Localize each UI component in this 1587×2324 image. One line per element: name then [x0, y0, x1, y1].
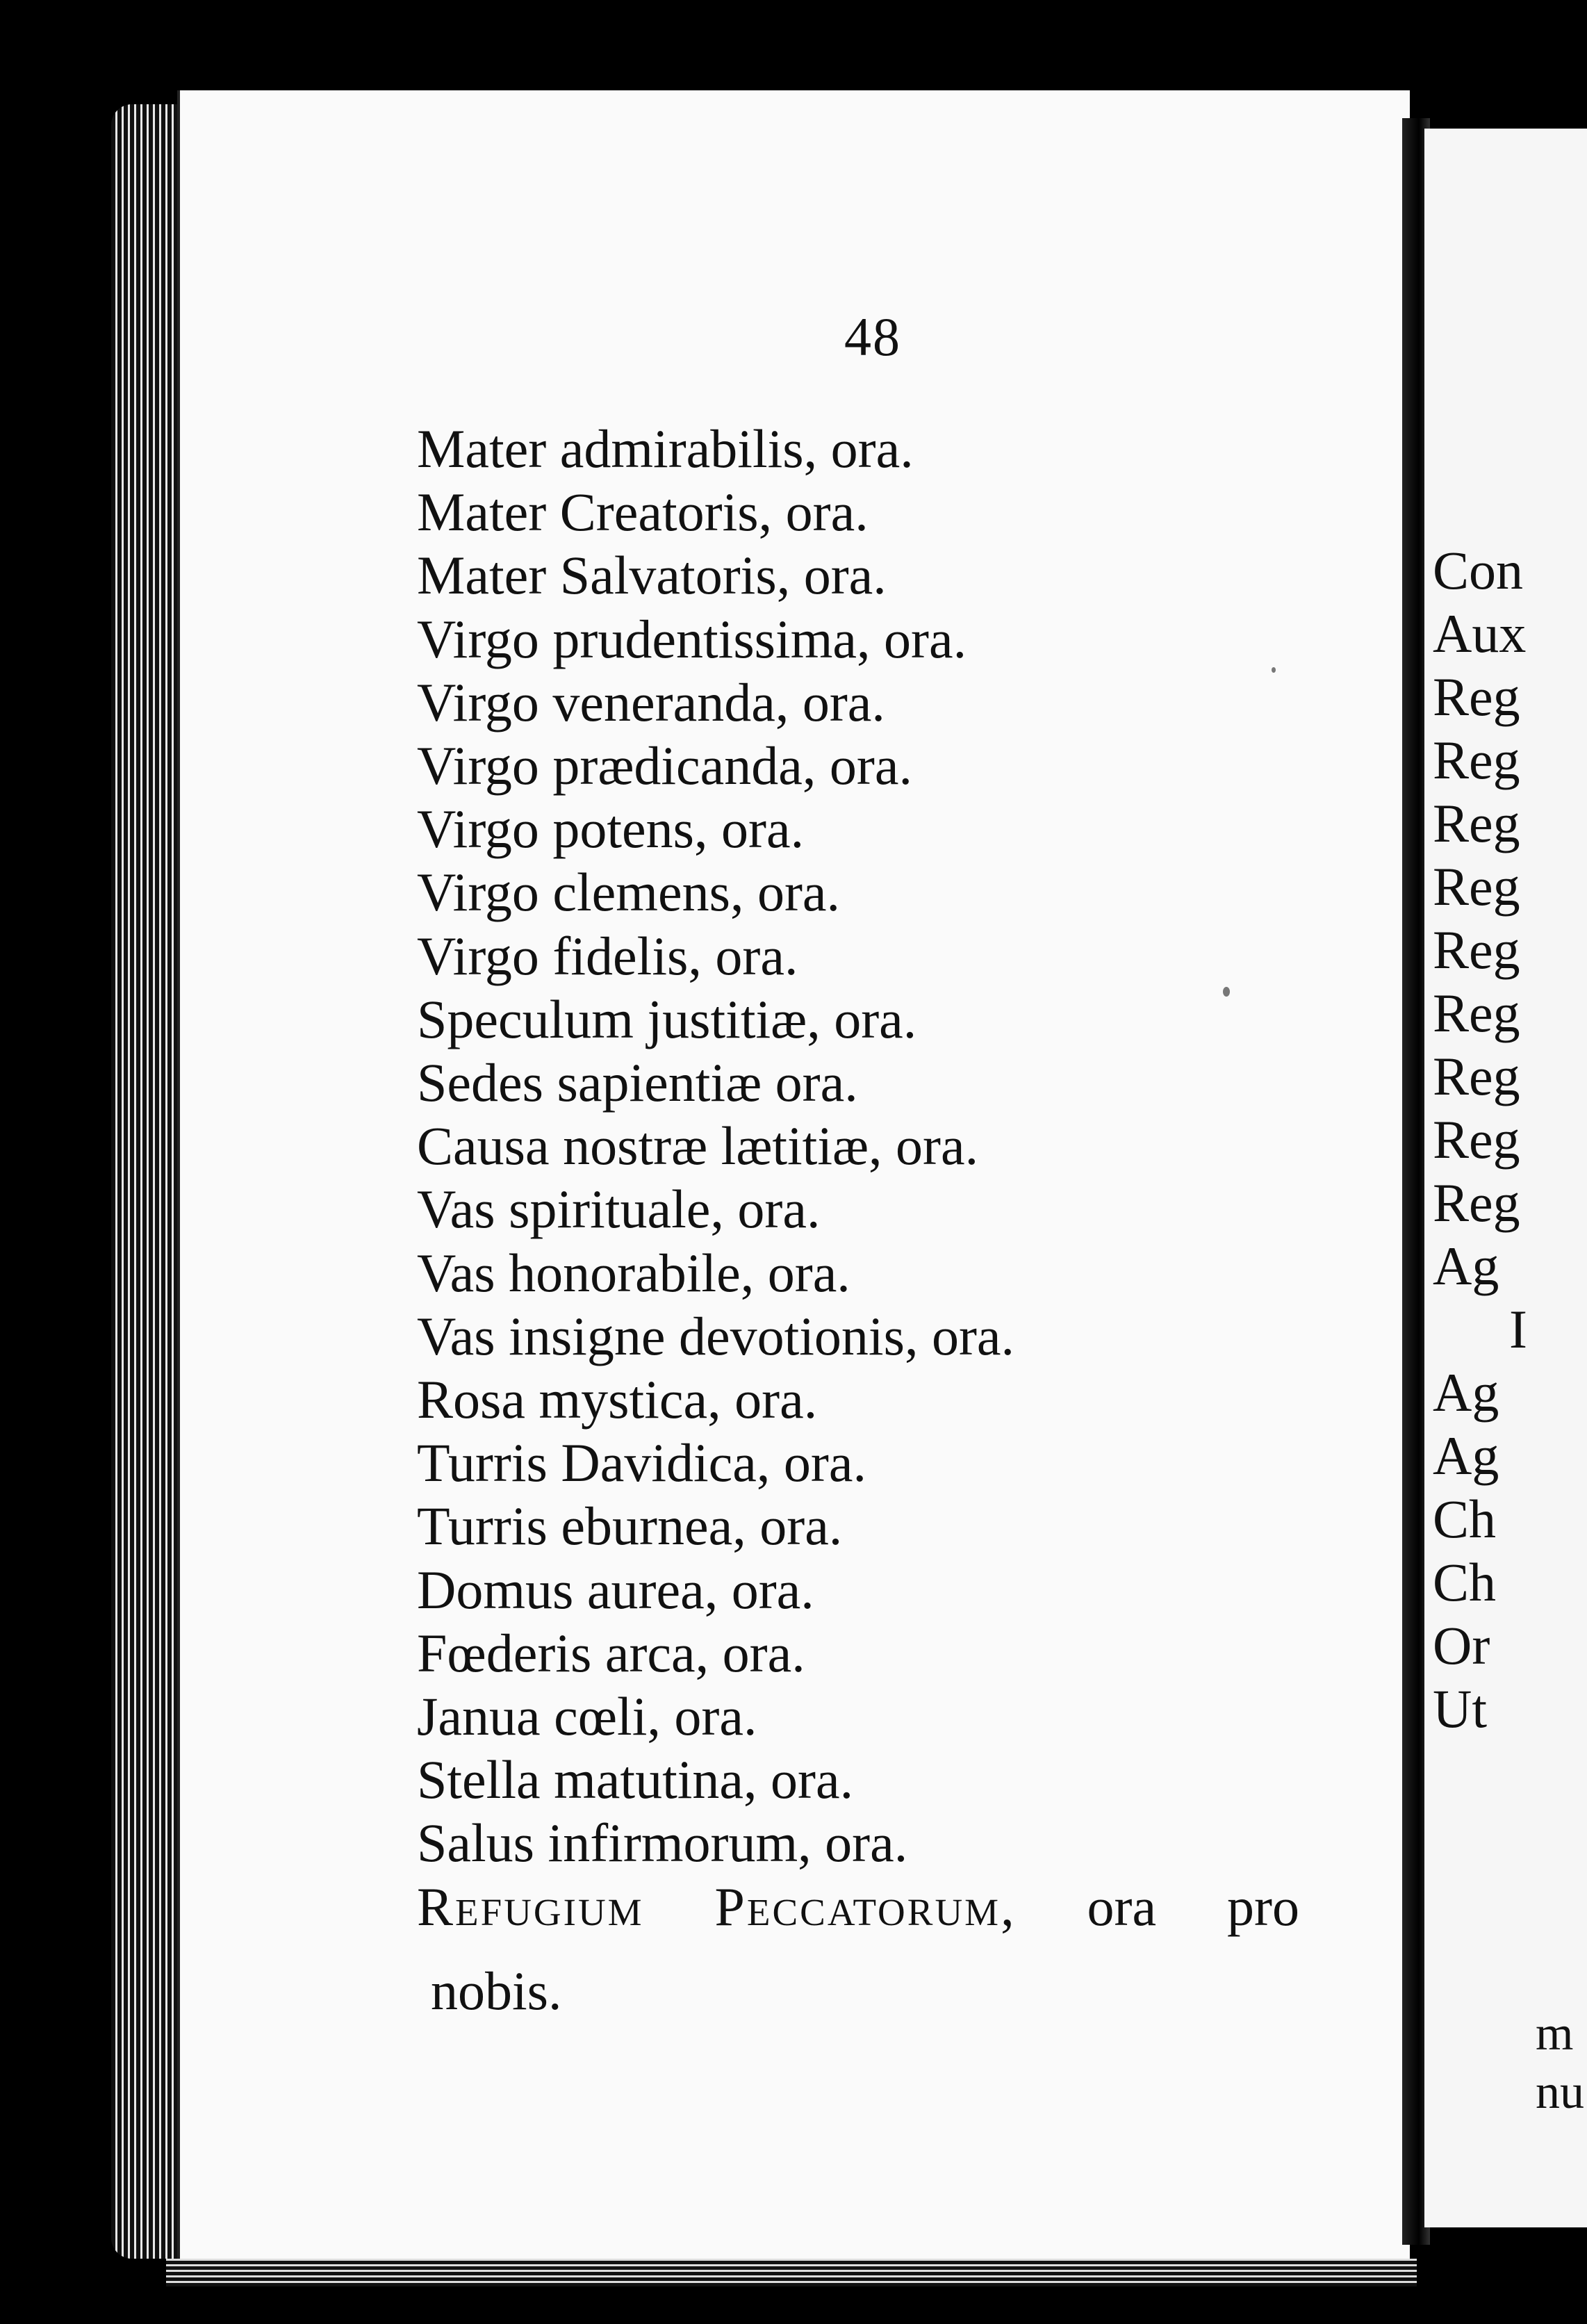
- litany-line: Domus aurea, ora.: [417, 1559, 814, 1620]
- fragment-line: m: [1536, 2007, 1574, 2061]
- litany-line: Janua cœli, ora.: [417, 1686, 757, 1747]
- fragment-line: Reg: [1433, 919, 1520, 980]
- page-number: 48: [844, 306, 901, 367]
- final-line-word: Refugium: [417, 1876, 644, 1937]
- continuation-line: nobis.: [431, 1961, 562, 2021]
- fragment-line: Ag: [1433, 1425, 1499, 1486]
- final-line-word: ora: [1087, 1876, 1157, 1937]
- fragment-line: Con: [1433, 540, 1524, 600]
- litany-list: [417, 417, 1355, 1938]
- litany-line: Fœderis arca, ora.: [417, 1622, 805, 1683]
- final-line-word: pro: [1226, 1876, 1299, 1937]
- fragment-line: nu: [1536, 2065, 1584, 2119]
- litany-line: Vas spirituale, ora.: [417, 1179, 821, 1240]
- litany-line: Speculum justitiæ, ora.: [417, 988, 917, 1049]
- fragment-line: Reg: [1433, 1046, 1520, 1106]
- litany-line: Virgo veneranda, ora.: [417, 671, 885, 733]
- fragment-line: I: [1509, 1299, 1527, 1359]
- fragment-line: Ag: [1433, 1362, 1499, 1423]
- litany-line: Virgo prudentissima, ora.: [417, 608, 967, 669]
- litany-line: Mater Salvatoris, ora.: [417, 545, 887, 606]
- fragment-line: Reg: [1433, 983, 1520, 1043]
- litany-line: Virgo fidelis, ora.: [417, 925, 798, 986]
- fragment-line: Or: [1433, 1615, 1490, 1676]
- fragment-line: Reg: [1433, 730, 1520, 790]
- fragment-line: Ag: [1433, 1236, 1499, 1296]
- fragment-line: Reg: [1433, 1172, 1520, 1233]
- fragment-line: Aux: [1433, 603, 1527, 664]
- litany-line: Salus infirmorum, ora.: [417, 1812, 908, 1874]
- fragment-line: Ch: [1433, 1489, 1497, 1549]
- litany-line: Causa nostræ lætitiæ, ora.: [417, 1115, 979, 1177]
- litany-line: Virgo prædicanda, ora.: [417, 735, 913, 796]
- final-line-word: Peccatorum,: [714, 1876, 1017, 1937]
- fragment-line: Ch: [1433, 1552, 1497, 1612]
- litany-line: Turris eburnea, ora.: [417, 1496, 843, 1557]
- paper-speck: [1272, 667, 1276, 673]
- page-bottom-edge: [166, 2259, 1417, 2286]
- right-page-bottom-fragments: [1536, 2005, 1584, 2122]
- book-page-edges: [111, 104, 188, 2259]
- paper-speck: [1223, 987, 1230, 997]
- litany-line: Vas honorabile, ora.: [417, 1242, 850, 1303]
- litany-line: Mater admirabilis, ora.: [417, 418, 914, 479]
- litany-line: Virgo clemens, ora.: [417, 862, 841, 923]
- fragment-line: Ut: [1433, 1678, 1487, 1739]
- litany-line: Vas insigne devotionis, ora.: [417, 1305, 1015, 1366]
- litany-line: Rosa mystica, ora.: [417, 1369, 818, 1430]
- litany-line: Sedes sapientiæ ora.: [417, 1052, 858, 1113]
- litany-line: Virgo potens, ora.: [417, 799, 805, 860]
- fragment-line: Reg: [1433, 856, 1520, 917]
- fragment-line: Reg: [1433, 666, 1520, 727]
- litany-final-line: [417, 1875, 1299, 1938]
- fragment-line: Reg: [1433, 1109, 1520, 1170]
- litany-line: Turris Davidica, ora.: [417, 1432, 867, 1494]
- fragment-line: Reg: [1433, 793, 1520, 853]
- litany-line: Mater Creatoris, ora.: [417, 482, 869, 543]
- right-page-fragments: [1433, 539, 1527, 1740]
- litany-line: Stella matutina, ora.: [417, 1749, 854, 1810]
- right-page: [1424, 129, 1587, 2227]
